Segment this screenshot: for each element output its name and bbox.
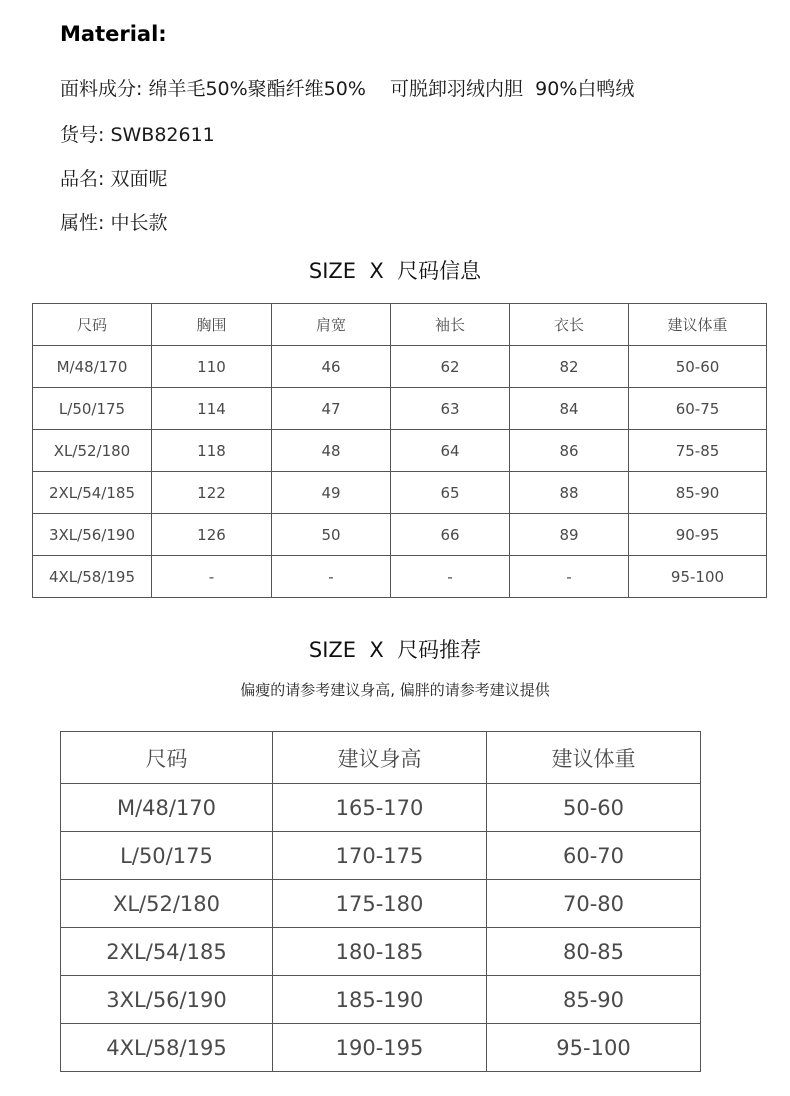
table-cell: 126: [152, 514, 272, 556]
table-cell: XL/52/180: [61, 880, 273, 928]
material-heading: Material:: [60, 22, 167, 46]
composition-text: 面料成分: 绵羊毛50%聚酯纤维50% 可脱卸羽绒内胆 90%白鸭绒: [60, 78, 635, 100]
table-cell: 4XL/58/195: [61, 1024, 273, 1072]
table-row: [61, 1024, 701, 1072]
table-cell: 114: [152, 388, 272, 430]
table-cell: 85-90: [487, 976, 701, 1024]
table-row: [33, 430, 767, 472]
column-header-weight: 建议体重: [487, 732, 701, 784]
column-header-chest: 胸围: [152, 304, 272, 346]
table-row: [61, 976, 701, 1024]
table-row: [61, 928, 701, 976]
table-cell: XL/52/180: [33, 430, 152, 472]
table-cell: 190-195: [273, 1024, 487, 1072]
table-cell: 60-70: [487, 832, 701, 880]
table-cell: -: [152, 556, 272, 598]
table-cell: 75-85: [629, 430, 767, 472]
table-cell: M/48/170: [33, 346, 152, 388]
table-cell: 49: [272, 472, 391, 514]
table-cell: 122: [152, 472, 272, 514]
size-recommend-header-row: [61, 732, 701, 784]
table-cell: 3XL/56/190: [33, 514, 152, 556]
column-header-size: 尺码: [61, 732, 273, 784]
table-cell: 84: [510, 388, 629, 430]
table-cell: 47: [272, 388, 391, 430]
table-cell: -: [272, 556, 391, 598]
table-cell: 88: [510, 472, 629, 514]
table-cell: 185-190: [273, 976, 487, 1024]
table-cell: 95-100: [629, 556, 767, 598]
table-cell: 110: [152, 346, 272, 388]
table-cell: 46: [272, 346, 391, 388]
table-cell: 50-60: [487, 784, 701, 832]
table-cell: 89: [510, 514, 629, 556]
table-cell: 64: [391, 430, 510, 472]
table-row: [33, 556, 767, 598]
table-cell: 2XL/54/185: [61, 928, 273, 976]
table-cell: 4XL/58/195: [33, 556, 152, 598]
table-row: [61, 832, 701, 880]
table-cell: 165-170: [273, 784, 487, 832]
size-info-header-row: [33, 304, 767, 346]
table-cell: L/50/175: [61, 832, 273, 880]
product-name-text: 品名: 双面呢: [60, 168, 168, 190]
column-header-shoulder: 肩宽: [272, 304, 391, 346]
column-header-height: 建议身高: [273, 732, 487, 784]
table-cell: 95-100: [487, 1024, 701, 1072]
table-cell: 82: [510, 346, 629, 388]
table-cell: 62: [391, 346, 510, 388]
table-cell: 50-60: [629, 346, 767, 388]
table-cell: 70-80: [487, 880, 701, 928]
table-cell: 90-95: [629, 514, 767, 556]
size-recommend-subtitle: 偏瘦的请参考建议身高, 偏胖的请参考建议提供: [240, 681, 550, 699]
size-recommend-table: [60, 731, 701, 1072]
table-cell: M/48/170: [61, 784, 273, 832]
table-cell: L/50/175: [33, 388, 152, 430]
size-info-title: SIZE X 尺码信息: [308, 259, 482, 283]
table-row: [61, 784, 701, 832]
table-cell: 2XL/54/185: [33, 472, 152, 514]
table-cell: 50: [272, 514, 391, 556]
size-info-table: [32, 303, 767, 598]
column-header-weight: 建议体重: [629, 304, 767, 346]
table-cell: 80-85: [487, 928, 701, 976]
table-cell: 3XL/56/190: [61, 976, 273, 1024]
table-cell: 63: [391, 388, 510, 430]
table-cell: 180-185: [273, 928, 487, 976]
table-cell: 86: [510, 430, 629, 472]
table-cell: 48: [272, 430, 391, 472]
table-cell: 65: [391, 472, 510, 514]
attribute-text: 属性: 中长款: [60, 212, 168, 234]
size-recommend-title: SIZE X 尺码推荐: [308, 638, 482, 662]
table-cell: -: [510, 556, 629, 598]
table-row: [33, 346, 767, 388]
table-cell: 170-175: [273, 832, 487, 880]
column-header-size: 尺码: [33, 304, 152, 346]
item-number-text: 货号: SWB82611: [60, 124, 215, 146]
column-header-length: 衣长: [510, 304, 629, 346]
table-cell: 118: [152, 430, 272, 472]
table-cell: 60-75: [629, 388, 767, 430]
table-cell: 85-90: [629, 472, 767, 514]
table-cell: 175-180: [273, 880, 487, 928]
table-row: [33, 514, 767, 556]
table-cell: -: [391, 556, 510, 598]
table-cell: 66: [391, 514, 510, 556]
column-header-sleeve: 袖长: [391, 304, 510, 346]
table-row: [33, 388, 767, 430]
table-row: [33, 472, 767, 514]
table-row: [61, 880, 701, 928]
